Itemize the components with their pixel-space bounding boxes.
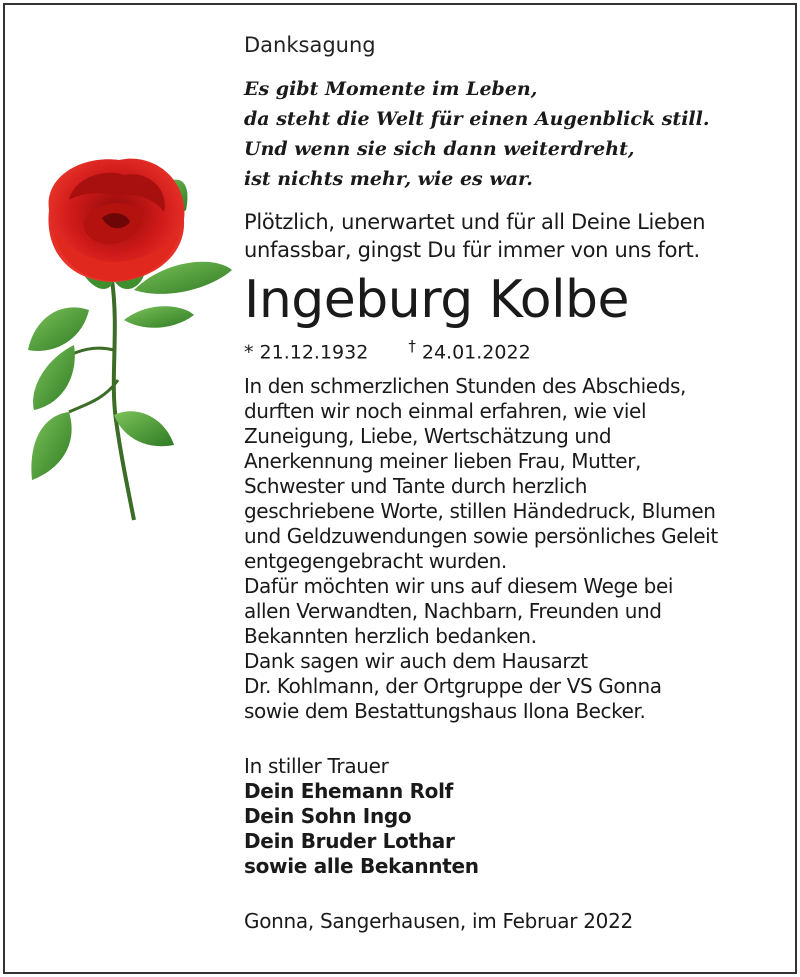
intro-line: unfassbar, gingst Du für immer von uns fort. xyxy=(244,238,700,262)
mourner: Dein Bruder Lothar xyxy=(244,829,455,854)
notice-content xyxy=(244,30,774,934)
thanks-line: Dank sagen wir auch dem Hausarzt xyxy=(244,649,588,674)
thanks-line: entgegengebracht wurden. xyxy=(244,549,507,574)
poem-line: da steht die Welt für einen Augenblick still. xyxy=(244,108,710,130)
thanks-line: und Geldzuwendungen sowie persönliches Geleit xyxy=(244,524,718,549)
signoff xyxy=(244,754,774,879)
place-date: Gonna, Sangerhausen, im Februar 2022 xyxy=(244,909,633,934)
poem-line: ist nichts mehr, wie es war. xyxy=(244,168,533,190)
thanks-line: Zuneigung, Liebe, Wertschätzung und xyxy=(244,424,612,449)
mourner: sowie alle Bekannten xyxy=(244,854,479,879)
signoff-label: In stiller Trauer xyxy=(244,754,389,779)
thanks-text xyxy=(244,374,774,724)
deceased-name: Ingeburg Kolbe xyxy=(244,270,630,330)
poem-line: Und wenn sie sich dann weiterdreht, xyxy=(244,138,635,160)
thanks-line: Dafür möchten wir uns auf diesem Wege bei xyxy=(244,574,674,599)
thanks-line: sowie dem Bestattungshaus Ilona Becker. xyxy=(244,699,646,724)
thanks-line: In den schmerzlichen Stunden des Abschieds, xyxy=(244,374,686,399)
mourner: Dein Ehemann Rolf xyxy=(244,779,454,804)
thanks-line: Dr. Kohlmann, der Ortgruppe der VS Gonna xyxy=(244,674,662,699)
thanks-line: Bekannten herzlich bedanken. xyxy=(244,624,537,649)
mourner: Dein Sohn Ingo xyxy=(244,804,412,829)
thanks-line: geschriebene Worte, stillen Händedruck, Blumen xyxy=(244,499,716,524)
thanks-line: Anerkennung meiner lieben Frau, Mutter, xyxy=(244,449,641,474)
poem-line: Es gibt Momente im Leben, xyxy=(244,78,538,100)
cross-icon: † xyxy=(408,337,416,355)
intro-text xyxy=(244,208,774,264)
thanks-line: Schwester und Tante durch herzlich xyxy=(244,474,587,499)
rose-image xyxy=(14,150,244,530)
thanks-line: allen Verwandten, Nachbarn, Freunden und xyxy=(244,599,662,624)
thanks-line: durften wir noch einmal erfahren, wie viel xyxy=(244,399,647,424)
life-dates xyxy=(244,332,774,366)
poem xyxy=(244,74,774,194)
notice-heading: Danksagung xyxy=(244,33,376,57)
birth-date: * 21.12.1932 xyxy=(244,341,369,364)
intro-line: Plötzlich, unerwartet und für all Deine Lieben xyxy=(244,210,706,234)
death-date: 24.01.2022 xyxy=(421,341,531,364)
